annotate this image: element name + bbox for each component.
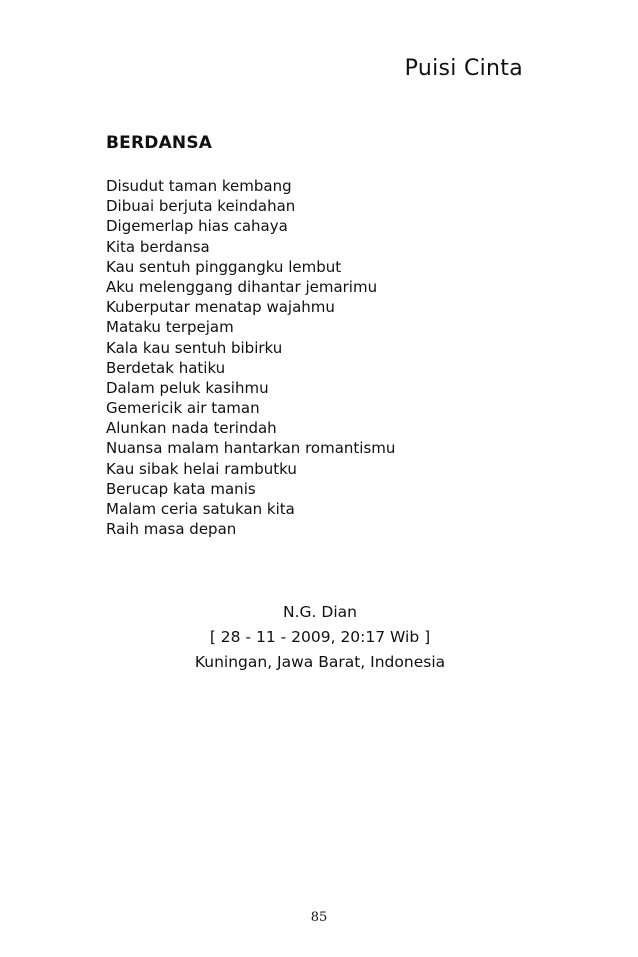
poem-line: Kau sentuh pinggangku lembut	[106, 257, 342, 276]
poem-line: Gemericik air taman	[106, 399, 260, 418]
poem-line: Kuberputar menatap wajahmu	[106, 298, 335, 317]
poem-line: Disudut taman kembang	[106, 177, 292, 195]
poem-line: Dalam peluk kasihmu	[106, 378, 269, 397]
book-title: Puisi Cinta	[404, 56, 523, 81]
poem-line: Kau sibak helai rambutku	[106, 459, 297, 478]
poem-line: Raih masa depan	[106, 520, 237, 539]
poem-line: Nuansa malam hantarkan romantismu	[106, 439, 396, 458]
poem-line: Kala kau sentuh bibirku	[106, 338, 283, 357]
poem-line: Berdetak hatiku	[106, 358, 226, 377]
poem-line: Dibuai berjuta keindahan	[106, 197, 296, 216]
poem-line: Alunkan nada terindah	[106, 419, 277, 438]
written-date: [ 28 - 11 - 2009, 20:17 Wib ]	[209, 628, 431, 646]
poem-line: Malam ceria satukan kita	[106, 500, 295, 518]
poem-line: Mataku terpejam	[106, 318, 234, 337]
author-name: N.G. Dian	[283, 603, 357, 621]
page-number: 85	[310, 910, 328, 925]
poem-line: Aku melenggang dihantar jemarimu	[106, 277, 378, 296]
poem-line: Berucap kata manis	[106, 479, 256, 498]
written-location: Kuningan, Jawa Barat, Indonesia	[194, 653, 446, 671]
poem-line: Kita berdansa	[106, 237, 210, 256]
poem-title: BERDANSA	[106, 133, 213, 153]
signature-block	[150, 600, 490, 675]
poem-body	[106, 176, 395, 539]
poem-line: Digemerlap hias cahaya	[106, 217, 288, 236]
